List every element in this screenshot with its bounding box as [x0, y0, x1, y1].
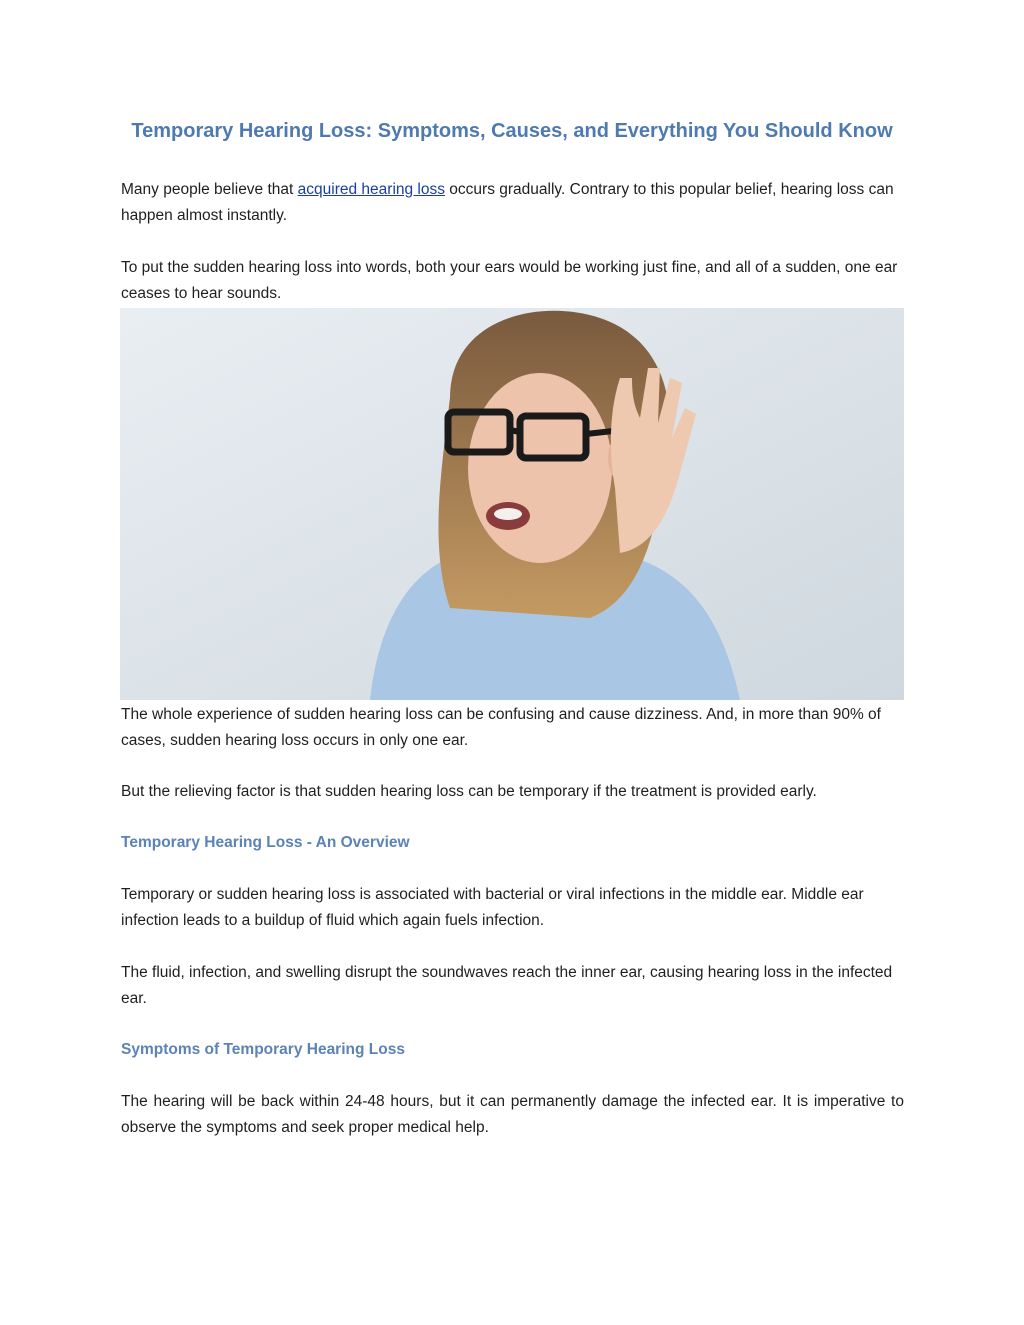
sudden-loss-paragraph: To put the sudden hearing loss into words, both your ears would be working just fine, and all of a sudden, one ear ceases to hear sounds.: [121, 259, 898, 302]
woman-cupping-ear-illustration: [120, 308, 904, 700]
relief-paragraph: But the relieving factor is that sudden hearing loss can be temporary if the treatment is provided early.: [121, 783, 817, 800]
overview-paragraph-2: The fluid, infection, and swelling disrupt the soundwaves reach the inner ear, causing hearing loss in the infected ear.: [121, 964, 893, 1007]
acquired-hearing-loss-link[interactable]: acquired hearing loss: [297, 181, 445, 198]
woman-listening-photo: [120, 308, 904, 700]
symptoms-heading: Symptoms of Temporary Hearing Loss: [121, 1041, 405, 1058]
page-title: Temporary Hearing Loss: Symptoms, Causes, and Everything You Should Know: [131, 120, 893, 142]
experience-paragraph: The whole experience of sudden hearing loss can be confusing and cause dizziness. And, in more than 90% of cases, sudden hearing loss occurs in only one ear.: [121, 706, 881, 749]
overview-paragraph-1: Temporary or sudden hearing loss is associated with bacterial or viral infections in the middle ear. Middle ear infection leads to a buildup of fluid which again fuels infection.: [121, 886, 864, 929]
overview-heading: Temporary Hearing Loss - An Overview: [121, 834, 410, 851]
intro-text-end: occurs gradually. Contrary to this popular belief, hearing loss can happen almost instantly.: [121, 181, 894, 224]
intro-paragraph: [121, 177, 904, 229]
intro-text-start: Many people believe that: [121, 181, 298, 198]
symptoms-paragraph: The hearing will be back within 24-48 hours, but it can permanently damage the infected ear. It is imperative to observe the symptoms and seek proper medical help.: [121, 1093, 904, 1136]
